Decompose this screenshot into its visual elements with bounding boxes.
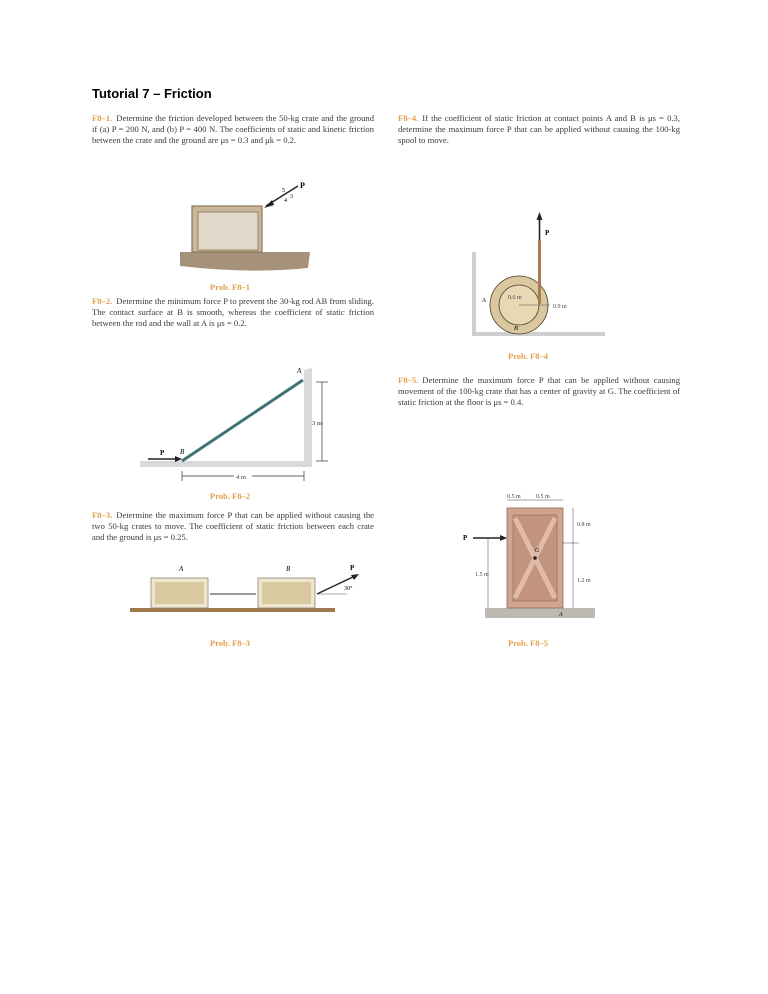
svg-text:G: G <box>535 548 540 554</box>
svg-text:A: A <box>179 565 184 573</box>
problem-f8-3-text <box>92 510 374 543</box>
figure-caption: Prob. F8–5 <box>508 638 548 648</box>
svg-text:1.5 m: 1.5 m <box>475 572 489 578</box>
svg-text:P: P <box>350 564 355 572</box>
wall-and-floor <box>140 368 312 467</box>
svg-text:P: P <box>463 534 468 542</box>
ground <box>130 608 335 612</box>
problem-f8-5-text <box>398 375 680 408</box>
problem-f8-1-text <box>92 113 374 146</box>
figure-f8-2 <box>140 360 360 490</box>
ground <box>485 608 595 618</box>
svg-text:B: B <box>286 565 291 573</box>
problem-f8-4-text <box>398 113 680 146</box>
figure-caption: Prob. F8–4 <box>508 351 548 361</box>
svg-text:A: A <box>297 367 302 375</box>
ground <box>180 252 310 271</box>
svg-text:3: 3 <box>290 194 293 200</box>
svg-text:A: A <box>559 612 563 618</box>
problem-number: F8–3. <box>92 510 113 520</box>
problem-statement: Determine the maximum force P that can be applied without causing the two 50-kg crates to move. The coefficient of static friction between each crate and the ground is μs = 0.25. <box>92 510 374 542</box>
problem-number: F8–5. <box>398 375 419 385</box>
cord <box>538 240 541 304</box>
problem-statement: Determine the maximum force P that can be applied without causing movement of the 100-kg crate that has a center of gravity at G. The coefficient of static friction at the floor is μs = 0.4. <box>398 375 680 407</box>
svg-text:30°: 30° <box>344 586 353 592</box>
svg-text:A: A <box>482 297 486 304</box>
svg-text:0.6 m: 0.6 m <box>508 295 522 301</box>
force-label: P <box>300 181 305 190</box>
svg-text:0.9 m: 0.9 m <box>553 304 567 310</box>
rod-ab <box>182 380 303 461</box>
figure-f8-4 <box>470 210 610 345</box>
figure-f8-5 <box>455 488 595 623</box>
figure-caption: Prob. F8–1 <box>210 282 250 292</box>
svg-text:P: P <box>160 449 165 457</box>
problem-number: F8–4. <box>398 113 419 123</box>
svg-text:1.2 m: 1.2 m <box>577 578 591 584</box>
figure-f8-3 <box>125 558 385 618</box>
svg-text:0.5 m: 0.5 m <box>507 494 521 500</box>
page-title: Tutorial 7 – Friction <box>92 86 212 101</box>
problem-statement: Determine the minimum force P to prevent the 30-kg rod AB from sliding. The contact surface at B is smooth, whereas the coefficient of static friction between the rod and the wall at A is μs = 0.2. <box>92 296 374 328</box>
svg-text:P: P <box>545 229 550 237</box>
svg-text:5: 5 <box>282 188 285 194</box>
problem-number: F8–1. <box>92 113 113 123</box>
svg-text:3 m: 3 m <box>312 420 322 427</box>
svg-text:0.5 m: 0.5 m <box>536 494 550 500</box>
svg-text:B: B <box>514 325 518 332</box>
svg-text:4 m: 4 m <box>236 474 246 481</box>
problem-statement: Determine the friction developed between the 50-kg crate and the ground if (a) P = 200 N, and (b) P = 400 N. The coefficients of static and kinetic friction between the crate and the ground are μs = 0.3 and μk = 0.2. <box>92 113 374 145</box>
figure-f8-1 <box>180 172 380 277</box>
problem-f8-2-text <box>92 296 374 329</box>
problem-number: F8–2. <box>92 296 113 306</box>
svg-text:0.8 m: 0.8 m <box>577 522 591 528</box>
center-of-gravity <box>533 556 537 560</box>
problem-statement: If the coefficient of static friction at contact points A and B is μs = 0.3, determine the maximum force P that can be applied without causing the 100-kg spool to move. <box>398 113 680 145</box>
svg-text:B: B <box>180 448 185 456</box>
figure-caption: Prob. F8–3 <box>210 638 250 648</box>
figure-caption: Prob. F8–2 <box>210 491 250 501</box>
svg-text:4: 4 <box>284 198 287 204</box>
